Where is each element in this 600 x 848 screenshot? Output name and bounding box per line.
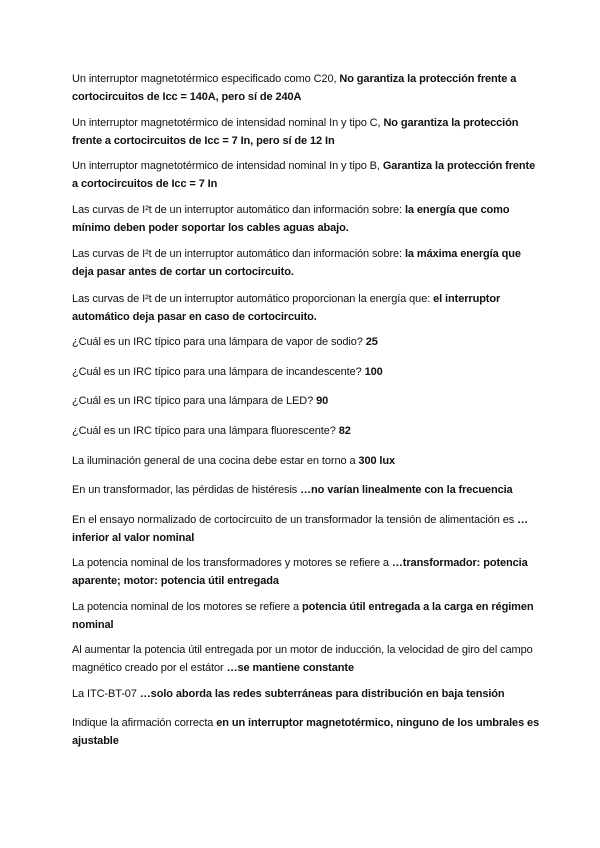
question-text: Un interruptor magnetotérmico de intensidad nominal In y tipo C, — [72, 117, 384, 129]
qa-item-4 — [72, 201, 542, 237]
question-text: Al aumentar la potencia útil entregada por un motor de inducción, la velocidad de giro del campo magnético creado por el estátor — [72, 644, 533, 674]
answer-text: …solo aborda las redes subterráneas para distribución en baja tensión — [139, 688, 505, 700]
question-text: Un interruptor magnetotérmico de intensidad nominal In y tipo B, — [72, 160, 383, 172]
answer-text: …transformador: potencia aparente; motor: potencia útil entregada — [72, 557, 528, 587]
answer-text: 300 lux — [358, 455, 396, 467]
answer-text: No garantiza la protección frente a cortocircuitos de Icc = 7 In, pero sí de 12 In — [72, 117, 519, 147]
qa-item-11 — [72, 452, 542, 470]
question-text: La potencia nominal de los transformadores y motores se refiere a — [72, 557, 392, 569]
question-text: Las curvas de I²t de un interruptor automático dan información sobre: — [72, 248, 405, 260]
answer-text: la máxima energía que deja pasar antes de cortar un cortocircuito. — [72, 248, 521, 278]
answer-text: No garantiza la protección frente a cortocircuitos de Icc = 140A, pero sí de 240A — [72, 73, 517, 103]
qa-item-6 — [72, 290, 542, 326]
qa-item-15 — [72, 598, 542, 634]
qa-item-1 — [72, 70, 542, 106]
answer-text: el interruptor automático deja pasar en caso de cortocircuito. — [72, 293, 501, 323]
question-text: La ITC-BT-07 — [72, 688, 140, 700]
answer-text: Garantiza la protección frente a cortocircuitos de Icc = 7 In — [72, 160, 536, 190]
answer-text: 25 — [365, 336, 378, 348]
answer-text: …se mantiene constante — [226, 662, 354, 674]
question-text: ¿Cuál es un IRC típico para una lámpara de vapor de sodio? — [72, 336, 366, 348]
answer-text: 82 — [338, 425, 351, 437]
question-text: La potencia nominal de los motores se refiere a — [72, 601, 302, 613]
answer-text: la energía que como mínimo deben poder soportar los cables aguas abajo. — [72, 204, 510, 234]
qa-item-10 — [72, 422, 542, 440]
qa-item-18 — [72, 714, 542, 750]
question-text: En el ensayo normalizado de cortocircuito de un transformador la tensión de alimentación es — [72, 514, 518, 526]
question-text: ¿Cuál es un IRC típico para una lámpara fluorescente? — [72, 425, 339, 437]
answer-text: …inferior al valor nominal — [72, 514, 529, 544]
qa-item-5 — [72, 245, 542, 281]
qa-item-3 — [72, 157, 542, 193]
question-text: Indique la afirmación correcta — [72, 717, 217, 729]
qa-item-17 — [72, 685, 542, 703]
answer-text: 100 — [364, 366, 383, 378]
question-text: Las curvas de I²t de un interruptor automático proporcionan la energía que: — [72, 293, 434, 305]
answer-text: …no varían linealmente con la frecuencia — [300, 484, 513, 496]
question-text: Las curvas de I²t de un interruptor automático dan información sobre: — [72, 204, 405, 216]
question-text: En un transformador, las pérdidas de histéresis — [72, 484, 301, 496]
question-text: Un interruptor magnetotérmico especificado como C20, — [72, 73, 340, 85]
qa-item-13 — [72, 511, 542, 547]
question-text: ¿Cuál es un IRC típico para una lámpara de LED? — [72, 395, 317, 407]
qa-item-9 — [72, 392, 542, 410]
qa-item-14 — [72, 554, 542, 590]
question-text: La iluminación general de una cocina debe estar en torno a — [72, 455, 359, 467]
qa-item-8 — [72, 363, 542, 381]
qa-item-12 — [72, 481, 542, 499]
qa-item-16 — [72, 641, 542, 677]
answer-text: 90 — [316, 395, 329, 407]
qa-item-2 — [72, 114, 542, 150]
qa-item-7 — [72, 333, 542, 351]
question-text: ¿Cuál es un IRC típico para una lámpara de incandescente? — [72, 366, 365, 378]
answer-text: potencia útil entregada a la carga en régimen nominal — [72, 601, 534, 631]
answer-text: en un interruptor magnetotérmico, ninguno de los umbrales es ajustable — [72, 717, 540, 747]
